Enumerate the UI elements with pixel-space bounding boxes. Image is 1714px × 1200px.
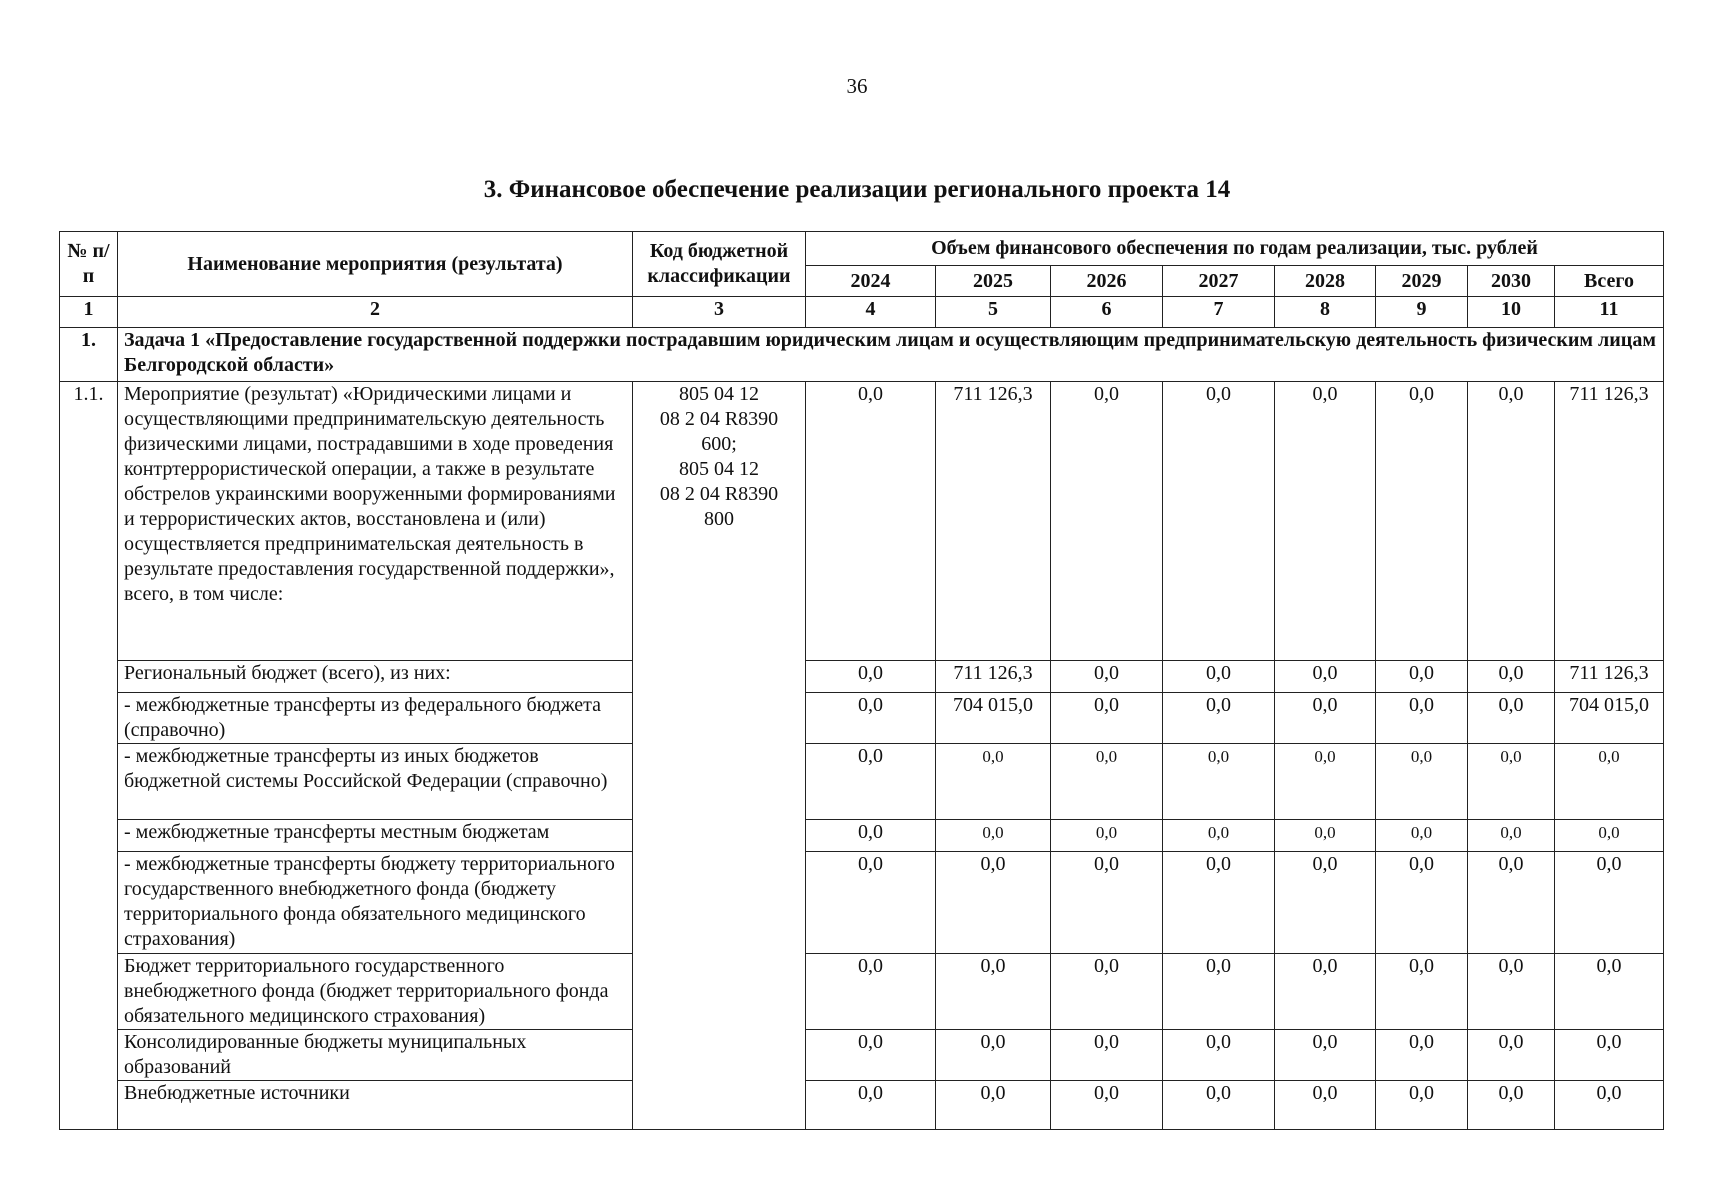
value-cell: 0,0 <box>1163 852 1275 954</box>
task-text: Задача 1 «Предоставление государственной поддержки пострадавшим юридическим лицам и осуществляющим предпринимательскую деятельность физическим лицам Белгородской области» <box>118 328 1664 382</box>
column-number: 6 <box>1051 297 1163 328</box>
value-cell: 711 126,3 <box>936 382 1051 661</box>
code-line: 800 <box>704 508 734 530</box>
measure-number: 1.1. <box>60 382 118 1130</box>
column-number: 2 <box>118 297 633 328</box>
value-cell: 0,0 <box>1555 820 1664 852</box>
table-row <box>60 1030 1664 1081</box>
task-row <box>60 328 1664 382</box>
header-volume: Объем финансового обеспечения по годам реализации, тыс. рублей <box>806 232 1664 266</box>
page-title: 3. Финансовое обеспечение реализации регионального проекта 14 <box>483 176 1231 203</box>
page-number: 36 <box>846 74 868 98</box>
column-number: 8 <box>1275 297 1376 328</box>
budget-code <box>633 382 806 1130</box>
financing-table <box>59 231 1664 1130</box>
value-cell: 0,0 <box>806 1030 936 1081</box>
value-cell: 0,0 <box>1468 1081 1555 1130</box>
value-cell: 0,0 <box>1163 1081 1275 1130</box>
header-year: 2026 <box>1051 266 1163 297</box>
value-cell: 0,0 <box>1468 744 1555 820</box>
value-cell: 0,0 <box>1275 661 1376 693</box>
header-code: Код бюджетной классификации <box>633 232 806 297</box>
column-number: 1 <box>60 297 118 328</box>
value-cell: 0,0 <box>1051 954 1163 1030</box>
value-cell: 0,0 <box>1468 661 1555 693</box>
value-cell: 0,0 <box>1275 693 1376 744</box>
value-cell: 0,0 <box>1468 382 1555 661</box>
row-label: Региональный бюджет (всего), из них: <box>118 661 633 693</box>
value-cell: 0,0 <box>1376 693 1468 744</box>
value-cell: 0,0 <box>806 820 936 852</box>
value-cell: 0,0 <box>1376 661 1468 693</box>
table-row <box>60 852 1664 954</box>
table-row <box>60 954 1664 1030</box>
value-cell: 0,0 <box>936 954 1051 1030</box>
header-total: Всего <box>1555 266 1664 297</box>
code-line: 08 2 04 R8390 <box>659 483 779 505</box>
header-year: 2030 <box>1468 266 1555 297</box>
value-cell: 0,0 <box>1555 852 1664 954</box>
value-cell: 0,0 <box>1376 820 1468 852</box>
row-label: Внебюджетные источники <box>118 1081 633 1130</box>
table-row <box>60 661 1664 693</box>
value-cell: 0,0 <box>1275 1081 1376 1130</box>
header-name: Наименование мероприятия (результата) <box>118 232 633 297</box>
row-label: - межбюджетные трансферты из федерального бюджета (справочно) <box>118 693 633 744</box>
value-cell: 0,0 <box>1163 382 1275 661</box>
value-cell: 0,0 <box>1376 382 1468 661</box>
code-line: 805 04 12 <box>679 458 759 480</box>
task-number: 1. <box>60 328 118 382</box>
value-cell: 711 126,3 <box>1555 661 1664 693</box>
column-number: 5 <box>936 297 1051 328</box>
value-cell: 0,0 <box>1555 1030 1664 1081</box>
value-cell: 0,0 <box>1051 820 1163 852</box>
header-no: № п/п <box>60 232 118 297</box>
code-line: 08 2 04 R8390 <box>659 408 779 430</box>
row-label: Бюджет территориального государственного внебюджетного фонда (бюджет территориального фонда обязательного медицинского страхования) <box>118 954 633 1030</box>
value-cell: 0,0 <box>1468 852 1555 954</box>
value-cell: 704 015,0 <box>936 693 1051 744</box>
value-cell: 0,0 <box>1051 1081 1163 1130</box>
row-label: Консолидированные бюджеты муниципальных образований <box>118 1030 633 1081</box>
value-cell: 0,0 <box>1163 820 1275 852</box>
column-number: 4 <box>806 297 936 328</box>
value-cell: 0,0 <box>806 954 936 1030</box>
column-number: 7 <box>1163 297 1275 328</box>
value-cell: 0,0 <box>1468 820 1555 852</box>
value-cell: 0,0 <box>1051 661 1163 693</box>
column-number: 11 <box>1555 297 1664 328</box>
value-cell: 0,0 <box>1275 1030 1376 1081</box>
value-cell: 704 015,0 <box>1555 693 1664 744</box>
value-cell: 0,0 <box>806 661 936 693</box>
value-cell: 0,0 <box>936 1030 1051 1081</box>
value-cell: 0,0 <box>1163 954 1275 1030</box>
value-cell: 0,0 <box>1163 661 1275 693</box>
value-cell: 0,0 <box>1163 693 1275 744</box>
row-label: Мероприятие (результат) «Юридическими лицами и осуществляющими предпринимательскую деятельность физическими лицами, пострадавшими в ходе проведения контртеррористической операции, а также в результате обстрелов украинскими вооруженными формированиями и террористических актов, восстановлена и (или) осуществляется предпринимательская деятельность в результате предоставления государственной поддержки», всего, в том числе: <box>118 382 633 661</box>
header-year: 2028 <box>1275 266 1376 297</box>
value-cell: 0,0 <box>806 693 936 744</box>
value-cell: 0,0 <box>1376 1030 1468 1081</box>
value-cell: 0,0 <box>806 744 936 820</box>
value-cell: 0,0 <box>1376 852 1468 954</box>
value-cell: 0,0 <box>1468 693 1555 744</box>
value-cell: 0,0 <box>1555 1081 1664 1130</box>
value-cell: 0,0 <box>936 744 1051 820</box>
value-cell: 0,0 <box>1376 954 1468 1030</box>
value-cell: 0,0 <box>1275 852 1376 954</box>
value-cell: 0,0 <box>1051 744 1163 820</box>
value-cell: 0,0 <box>1163 744 1275 820</box>
value-cell: 0,0 <box>806 382 936 661</box>
value-cell: 0,0 <box>1051 852 1163 954</box>
value-cell: 0,0 <box>806 1081 936 1130</box>
value-cell: 0,0 <box>936 1081 1051 1130</box>
value-cell: 0,0 <box>1275 744 1376 820</box>
table-row <box>60 693 1664 744</box>
column-number: 10 <box>1468 297 1555 328</box>
value-cell: 0,0 <box>1376 1081 1468 1130</box>
value-cell: 0,0 <box>1555 744 1664 820</box>
value-cell: 0,0 <box>1555 954 1664 1030</box>
value-cell: 0,0 <box>1468 1030 1555 1081</box>
value-cell: 711 126,3 <box>1555 382 1664 661</box>
column-number: 3 <box>633 297 806 328</box>
header-year: 2029 <box>1376 266 1468 297</box>
value-cell: 0,0 <box>1051 1030 1163 1081</box>
table-row <box>60 820 1664 852</box>
value-cell: 0,0 <box>1275 954 1376 1030</box>
value-cell: 0,0 <box>1163 1030 1275 1081</box>
value-cell: 0,0 <box>806 852 936 954</box>
header-year: 2024 <box>806 266 936 297</box>
column-number: 9 <box>1376 297 1468 328</box>
row-label: - межбюджетные трансферты из иных бюджетов бюджетной системы Российской Федерации (справочно) <box>118 744 633 820</box>
value-cell: 0,0 <box>1051 382 1163 661</box>
value-cell: 0,0 <box>1051 693 1163 744</box>
code-line: 600; <box>701 433 737 455</box>
value-cell: 0,0 <box>936 852 1051 954</box>
header-year: 2027 <box>1163 266 1275 297</box>
row-label: - межбюджетные трансферты местным бюджетам <box>118 820 633 852</box>
value-cell: 0,0 <box>1376 744 1468 820</box>
value-cell: 0,0 <box>1275 820 1376 852</box>
value-cell: 711 126,3 <box>936 661 1051 693</box>
table-row <box>60 1081 1664 1130</box>
value-cell: 0,0 <box>1468 954 1555 1030</box>
header-year: 2025 <box>936 266 1051 297</box>
table-row <box>60 382 1664 661</box>
row-label: - межбюджетные трансферты бюджету территориального государственного внебюджетного фонда (бюджету территориального фонда обязательного медицинского страхования) <box>118 852 633 954</box>
value-cell: 0,0 <box>1275 382 1376 661</box>
value-cell: 0,0 <box>936 820 1051 852</box>
table-row <box>60 744 1664 820</box>
code-line: 805 04 12 <box>679 383 759 405</box>
